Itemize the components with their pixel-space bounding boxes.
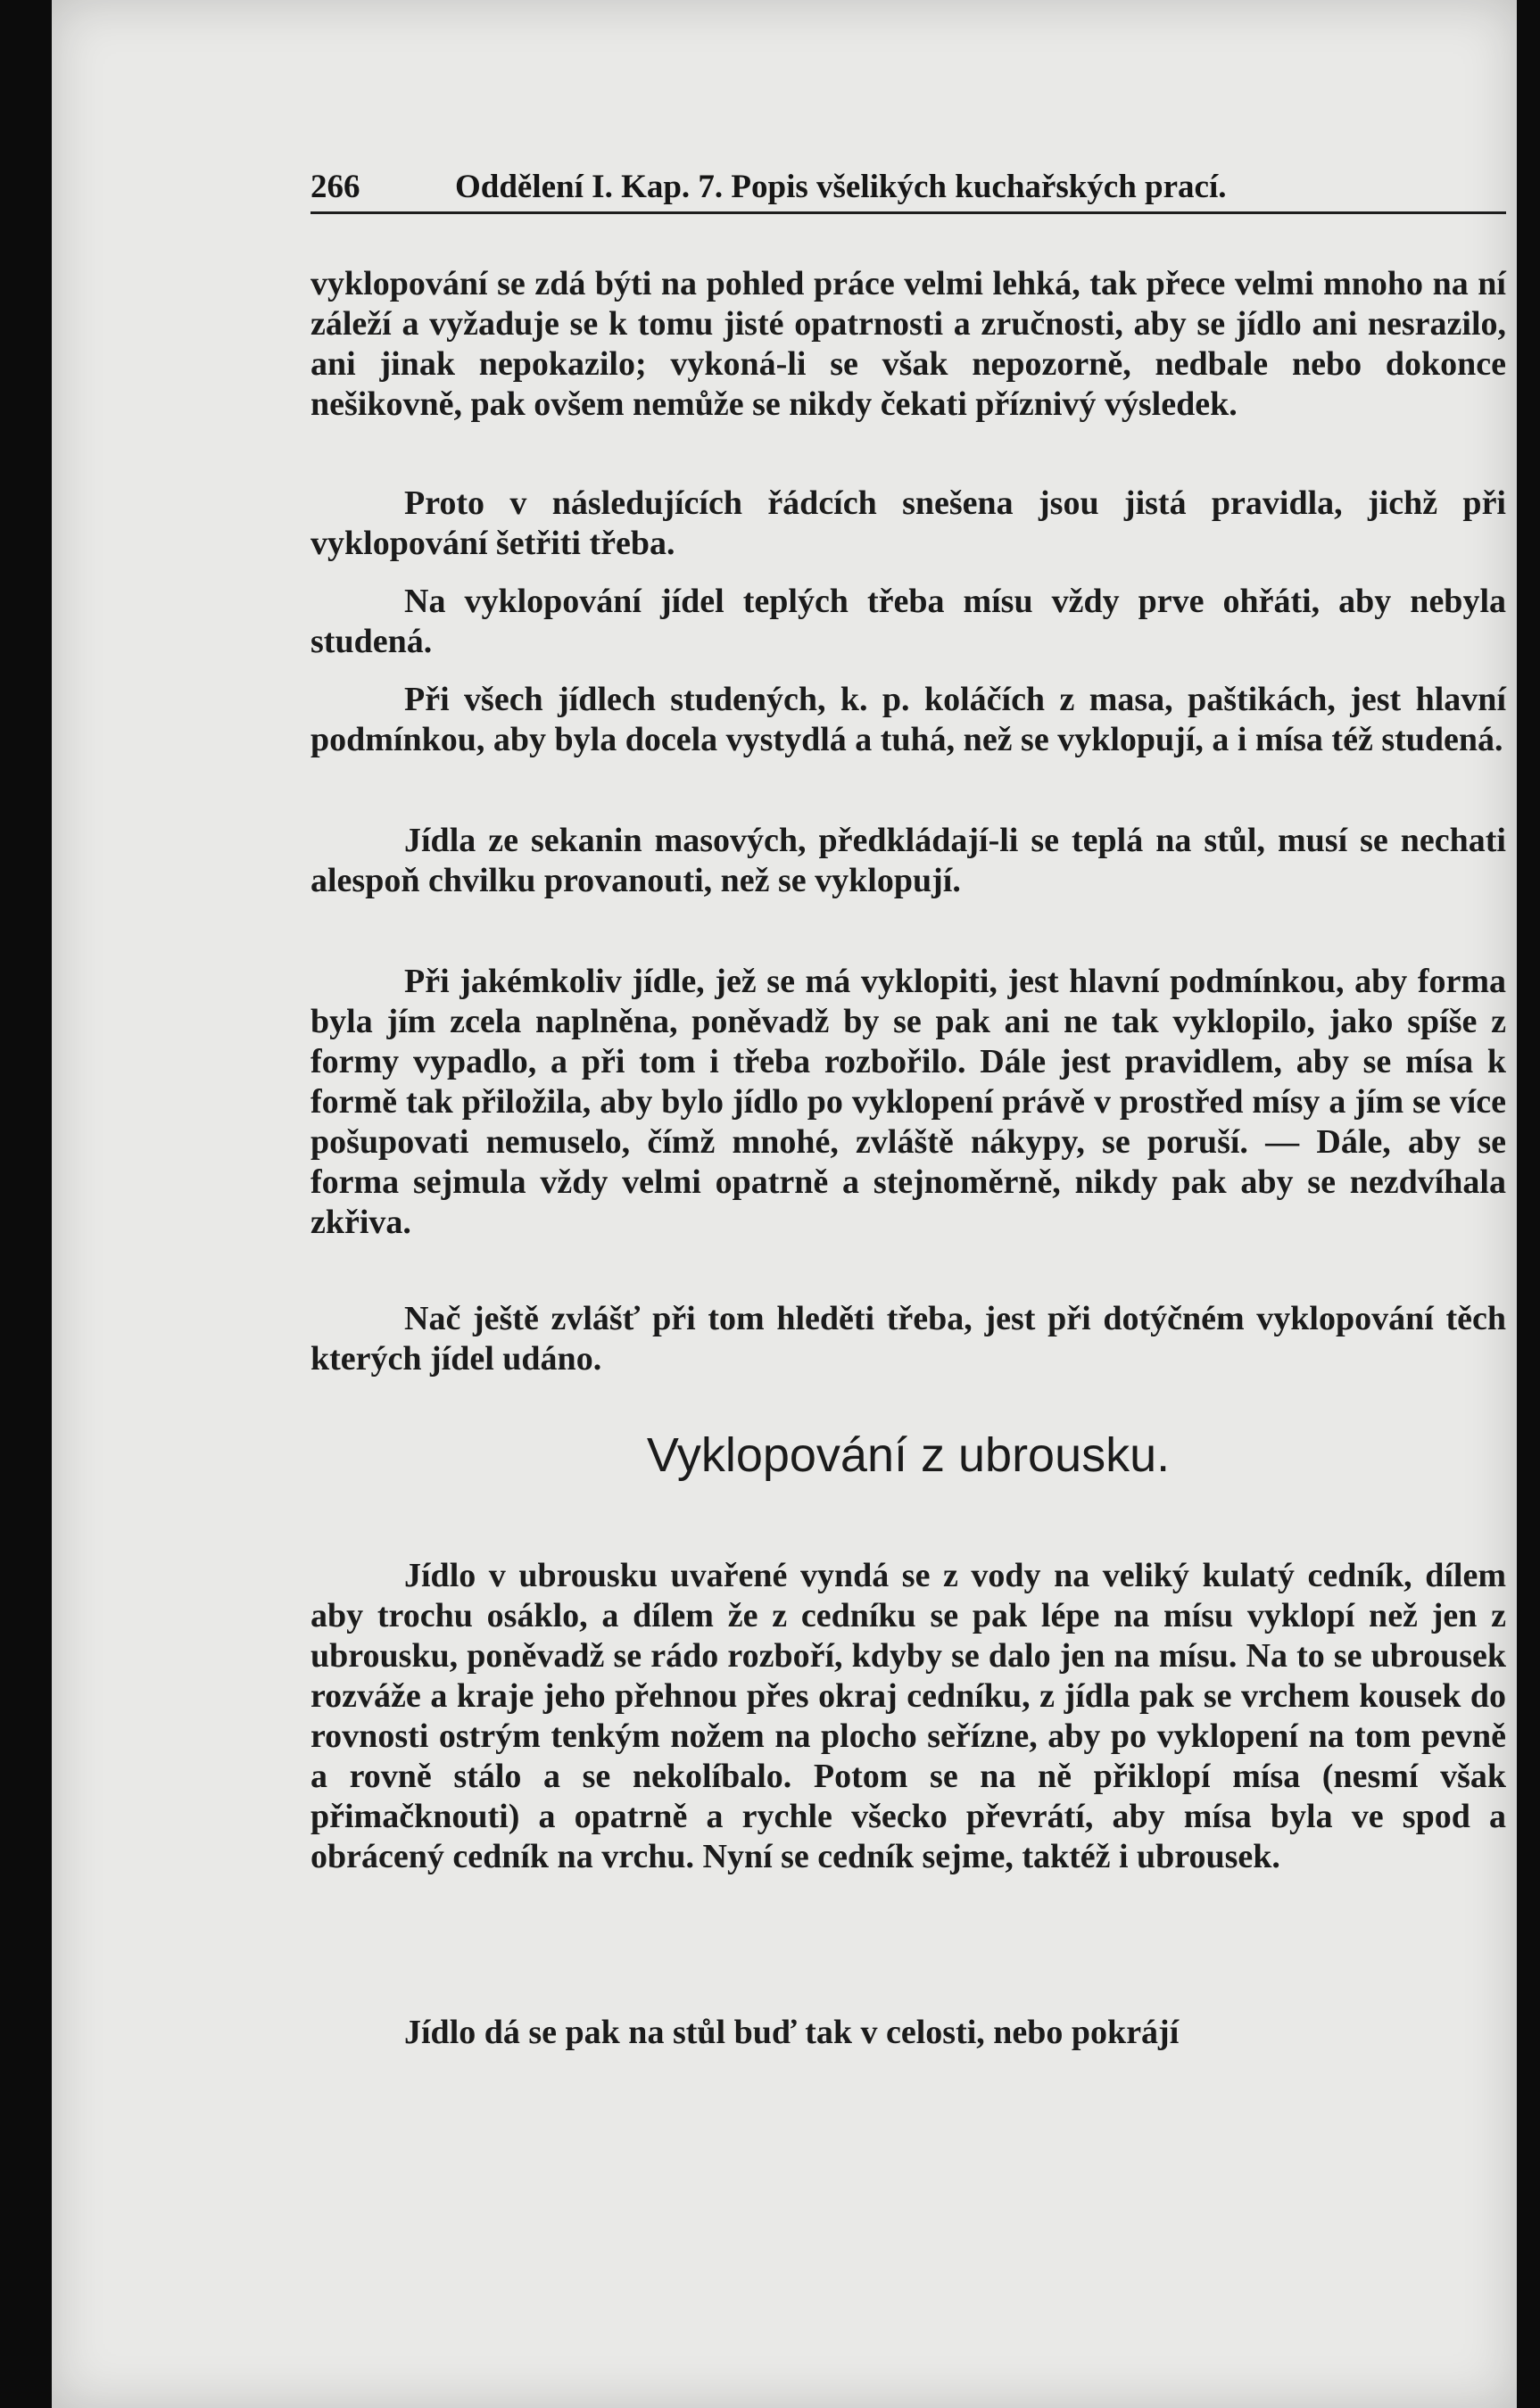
paragraph-mold-rules: Při jakémkoliv jídle, jež se má vyklopiti, jest hlavní podmínkou, aby forma byla jím zcela naplněna, poněvadž by se pak ani ne tak vyklopilo, jako spíše z formy vypadlo, a při tom i třeba rozbořilo. Dále jest pravidlem, aby se mísa k formě tak přiložila, aby bylo jídlo po vyklopení právě v prostřed mísy a jím se více pošupovati nemuselo, čímž mnohé, zvláště nákypy, se poruší. — Dále, aby se forma sejmula vždy velmi opatrně a stejnoměrně, nikdy pak aby se nezdvíhala zkřiva.	[310, 963, 1506, 1241]
paragraph-minced-dishes: Jídla ze sekanin masových, předkládají-li se teplá na stůl, musí se nechati alespoň chvilku provanouti, než se vyklopují.	[310, 822, 1506, 899]
paragraph-intro: vyklopování se zdá býti na pohled práce velmi lehká, tak přece velmi mnoho na ní záleží a vyžaduje se k tomu jisté opatrnosti a zručnosti, aby se jídlo ani nesrazilo, ani jinak nepokazilo; vykoná-li se však nepozorně, nedbale nebo dokonce nešikovně, pak ovšem nemůže se nikdy čekati příznivý výsledek.	[310, 265, 1506, 423]
page-number: 266	[310, 169, 360, 205]
paragraph-cold-dishes: Při všech jídlech studených, k. p. koláčích z masa, paštikách, jest hlavní podmínkou, aby byla docela vystydlá a tuhá, než se vyklopují, a i mísa též studená.	[310, 681, 1506, 758]
running-title: Oddělení I. Kap. 7. Popis všelikých kuchařských prací.	[455, 169, 1227, 205]
paragraph-rules: Proto v následujících řádcích snešena jsou jistá pravidla, jichž při vyklopování šetřiti třeba.	[310, 484, 1506, 562]
book-page	[52, 0, 1517, 2408]
section-heading: Vyklopování z ubrousku.	[646, 1428, 1171, 1482]
paragraph-note: Nač ještě zvlášť při tom hleděti třeba, jest při dotýčném vyklopování těch kterých jídel udáno.	[310, 1300, 1506, 1378]
paragraph-warm-dishes: Na vyklopování jídel teplých třeba mísu vždy prve ohřáti, aby nebyla studená.	[310, 583, 1506, 660]
paragraph-napkin: Jídlo v ubrousku uvařené vyndá se z vody na veliký kulatý cedník, dílem aby trochu osáklo, a dílem že z cedníku se pak lépe na mísu vyklopí než jen z ubrousku, poněvadž se rádo rozboří, kdyby se dalo jen na mísu. Na to se ubrousek rozváže a kraje jeho přehnou přes okraj cedníku, z jídla pak se vrchem kousek do rovnosti ostrým tenkým nožem na plocho seřízne, aby po vyklopení na tom pevně a rovně stálo a se nekolíbalo. Potom se na ně přiklopí mísa (nesmí však přimačknouti) a opatrně a rychle všecko převrátí, aby mísa byla ve spod a obrácený cedník na vrchu. Nyní se cedník sejme, taktéž i ubrousek.	[310, 1557, 1506, 1875]
paragraph-serving: Jídlo dá se pak na stůl buď tak v celosti, nebo pokrájí	[404, 2014, 1180, 2051]
running-header	[310, 168, 1506, 214]
